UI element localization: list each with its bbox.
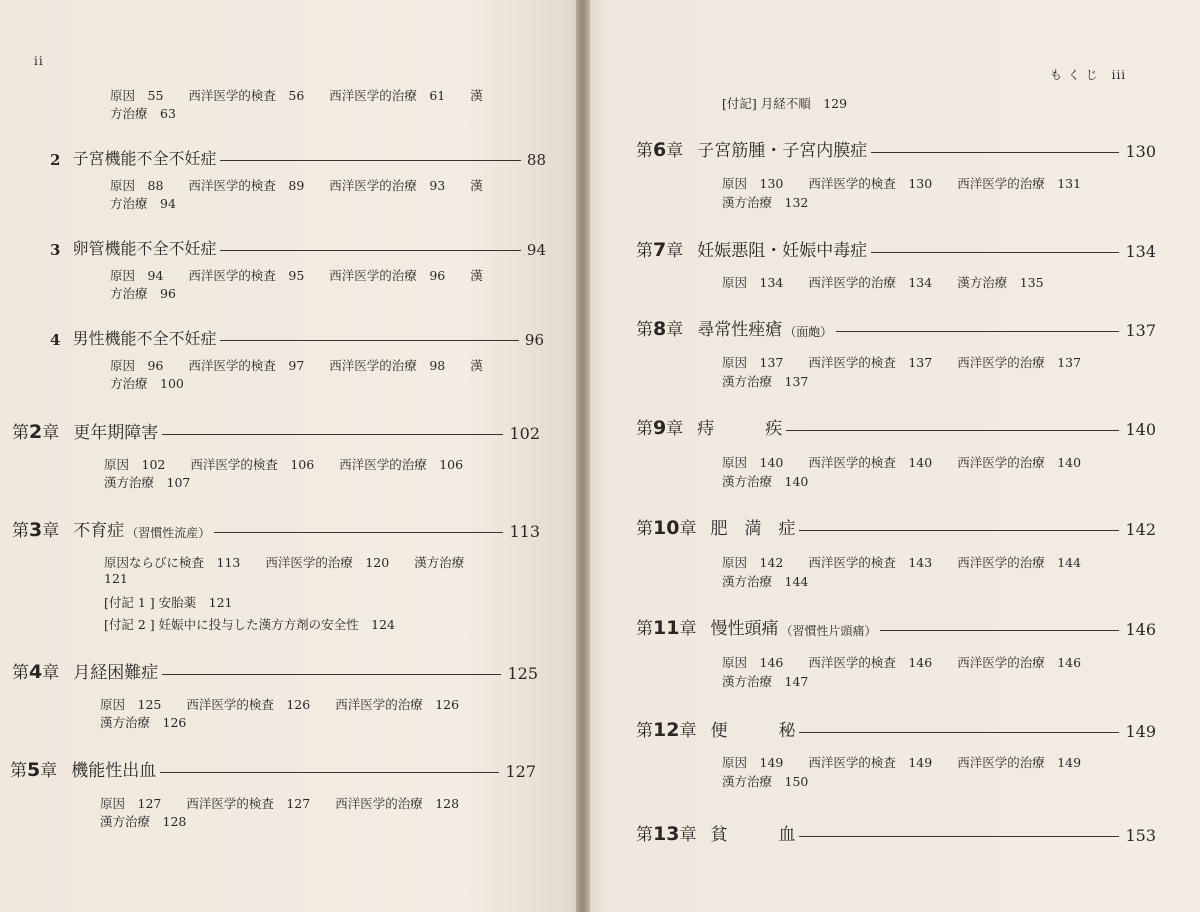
contents-line: 原因 127 西洋医学的検査 127 西洋医学的治療 128 [100,796,460,811]
leader-rule [160,772,499,773]
contents-line: 漢方治療 132 [722,195,809,210]
toc-chapter-entry[interactable] [636,136,1156,161]
contents-line: 原因 102 西洋医学的検査 106 西洋医学的治療 106 [104,457,464,472]
page-reference: 96 [524,331,544,349]
leader-rule [220,250,520,251]
chapter-title: 痔 疾 [697,419,783,439]
chapter-number: 4 [29,661,43,683]
contents-line: 原因 149 西洋医学的検査 149 西洋医学的治療 149 [722,755,1082,770]
section-number: 3 [50,241,61,259]
chapter-suffix: 章 [679,619,697,639]
chapter-title: 妊娠悪阻・妊娠中毒症 [697,241,868,261]
toc-chapter-entry[interactable] [636,820,1156,845]
toc-chapter-entry[interactable] [636,414,1156,439]
page-number: ii [34,54,44,68]
toc-chapter-entry[interactable] [636,614,1156,639]
contents-line: 原因 130 西洋医学的検査 130 西洋医学的治療 131 [722,176,1082,191]
toc-chapter-entry[interactable] [636,514,1156,539]
chapter-title: 機能性出血 [71,761,157,781]
contents-line: 原因 88 西洋医学的検査 89 西洋医学的治療 93 漢 [110,178,483,193]
leader-rule [880,630,1119,631]
toc-section-entry[interactable] [50,326,544,349]
chapter-subtitle: （面皰） [784,325,833,339]
page-reference: 137 [1125,321,1156,340]
chapter-suffix: 章 [42,521,60,541]
leader-rule [871,252,1119,253]
leader-rule [786,430,1119,431]
toc-chapter-entry[interactable] [12,418,540,443]
contents-line: 121 [104,571,128,586]
chapter-suffix: 章 [666,419,684,439]
page-reference: 153 [1125,826,1156,845]
chapter-prefix: 第 [10,761,27,781]
chapter-prefix: 第 [636,241,653,261]
page-reference: 88 [526,151,546,169]
page-reference: 140 [1125,420,1156,439]
contents-line: 漢方治療 107 [104,475,191,490]
book-gutter [576,0,590,912]
chapter-suffix: 章 [679,721,697,741]
page-reference: 130 [1125,142,1156,161]
chapter-title: 貧 血 [710,825,796,845]
contents-line: 原因 140 西洋医学的検査 140 西洋医学的治療 140 [722,455,1082,470]
contents-line: 漢方治療 140 [722,474,809,489]
chapter-suffix: 章 [679,825,697,845]
chapter-title: 慢性頭痛 [710,619,779,639]
contents-line: 原因 55 西洋医学的検査 56 西洋医学的治療 61 漢 [110,88,483,103]
page-reference: 125 [507,664,538,683]
chapter-suffix: 章 [40,761,58,781]
chapter-title: 不育症 [73,521,125,541]
chapter-number: 10 [653,517,680,539]
chapter-prefix: 第 [12,521,29,541]
chapter-number: 7 [653,239,667,261]
chapter-number: 6 [653,139,667,161]
chapter-suffix: 章 [666,320,684,340]
page-reference: 142 [1125,520,1156,539]
section-number: 4 [50,331,61,349]
contents-line: 原因 137 西洋医学的検査 137 西洋医学的治療 137 [722,355,1082,370]
contents-line: 原因 146 西洋医学的検査 146 西洋医学的治療 146 [722,655,1082,670]
leader-rule [799,530,1119,531]
chapter-number: 3 [29,519,43,541]
contents-line: [付記 1 ] 安胎薬 121 [104,595,233,610]
contents-line: 漢方治療 144 [722,574,809,589]
chapter-prefix: 第 [636,320,653,340]
toc-chapter-entry[interactable] [12,658,538,683]
chapter-subtitle: （習慣性片頭痛） [780,624,877,638]
chapter-number: 13 [653,823,680,845]
contents-line: 原因 96 西洋医学的検査 97 西洋医学的治療 98 漢 [110,358,483,373]
chapter-prefix: 第 [636,141,653,161]
page-reference: 127 [505,762,536,781]
page-reference: 134 [1125,242,1156,261]
chapter-prefix: 第 [12,663,29,683]
contents-line: 方治療 63 [110,106,176,121]
chapter-title: 月経困難症 [73,663,159,683]
page-reference: 149 [1125,722,1156,741]
chapter-title: 尋常性痤瘡 [697,320,783,340]
toc-section-entry[interactable] [50,236,546,259]
chapter-suffix: 章 [42,663,60,683]
section-title: 卵管機能不全不妊症 [72,239,217,258]
chapter-prefix: 第 [636,619,653,639]
chapter-suffix: 章 [666,241,684,261]
leader-rule [162,674,501,675]
contents-line: [付記 2 ] 妊娠中に投与した漢方方剤の安全性 124 [104,617,395,632]
leader-rule [214,532,503,533]
section-title: 子宮機能不全不妊症 [72,149,217,168]
page-reference: 102 [509,424,540,443]
chapter-suffix: 章 [666,141,684,161]
contents-line: 原因 134 西洋医学的治療 134 漢方治療 135 [722,275,1044,290]
chapter-subtitle: （習慣性流産） [126,526,211,540]
contents-line: 方治療 100 [110,376,184,391]
leader-rule [871,152,1119,153]
contents-line: 原因 125 西洋医学的検査 126 西洋医学的治療 126 [100,697,460,712]
contents-line: 原因 94 西洋医学的検査 95 西洋医学的治療 96 漢 [110,268,483,283]
contents-line: 漢方治療 126 [100,715,187,730]
page-reference: 94 [526,241,546,259]
chapter-title: 子宮筋腫・子宮内膜症 [697,141,868,161]
chapter-number: 2 [29,421,43,443]
chapter-number: 12 [653,719,680,741]
toc-chapter-entry[interactable] [636,236,1156,261]
toc-chapter-entry[interactable] [12,516,540,541]
leader-rule [220,340,518,341]
chapter-number: 8 [653,318,667,340]
leader-rule [836,331,1119,332]
chapter-number: 11 [653,617,680,639]
contents-line: 原因 142 西洋医学的検査 143 西洋医学的治療 144 [722,555,1082,570]
toc-chapter-entry[interactable] [636,716,1156,741]
chapter-prefix: 第 [636,721,653,741]
leader-rule [799,732,1119,733]
contents-line: 漢方治療 150 [722,774,809,789]
chapter-prefix: 第 [636,519,653,539]
chapter-number: 5 [27,759,41,781]
left-page [0,0,582,912]
chapter-prefix: 第 [12,423,29,443]
leader-rule [162,434,503,435]
section-title: 男性機能不全不妊症 [72,329,217,348]
toc-chapter-entry[interactable] [636,315,1156,340]
contents-line: 漢方治療 137 [722,374,809,389]
contents-line: 漢方治療 128 [100,814,187,829]
contents-line: 原因ならびに検査 113 西洋医学的治療 120 漢方治療 [104,555,465,570]
chapter-title: 便 秘 [710,721,796,741]
chapter-prefix: 第 [636,419,653,439]
contents-line: [付記] 月経不順 129 [722,96,848,111]
chapter-title: 肥 満 症 [710,519,796,539]
contents-line: 方治療 96 [110,286,176,301]
chapter-suffix: 章 [679,519,697,539]
chapter-suffix: 章 [42,423,60,443]
chapter-number: 9 [653,417,667,439]
right-page [582,0,1200,912]
chapter-prefix: 第 [636,825,653,845]
toc-section-entry[interactable] [50,146,546,169]
contents-line: 漢方治療 147 [722,674,809,689]
running-head: も く じ iii [1050,68,1127,82]
contents-line: 方治療 94 [110,196,176,211]
leader-rule [799,836,1119,837]
page-reference: 146 [1125,620,1156,639]
leader-rule [220,160,520,161]
toc-chapter-entry[interactable] [10,756,536,781]
section-number: 2 [50,151,61,169]
page-reference: 113 [509,522,540,541]
chapter-title: 更年期障害 [73,423,159,443]
